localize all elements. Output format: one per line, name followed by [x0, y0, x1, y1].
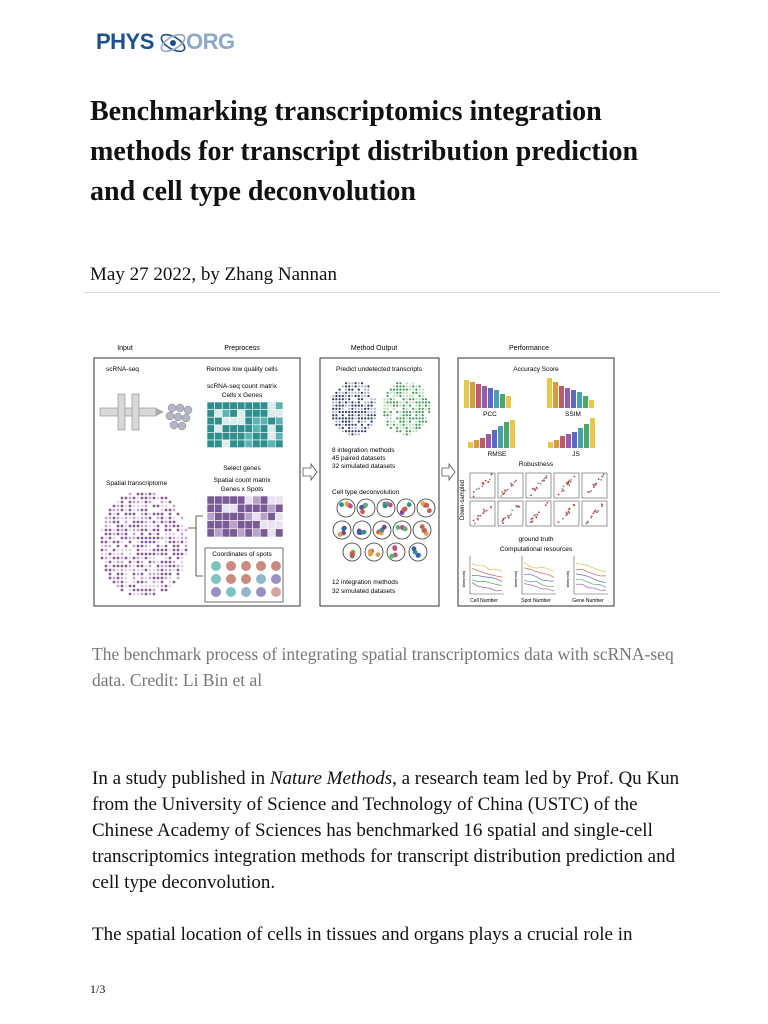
label-pcc: PCC	[483, 411, 497, 418]
transcript-prediction-dots	[332, 382, 430, 435]
panel-method-output	[320, 358, 439, 606]
label-ssim: SSIM	[565, 411, 581, 418]
label-deconv: Cell type deconvolution	[332, 489, 400, 496]
logo-text-phys: PHYS	[96, 29, 154, 54]
label-coords: Coordinates of spots	[212, 551, 272, 558]
arrow-right-icon	[303, 464, 317, 480]
cell-type-circles	[333, 499, 435, 561]
spatial-count-matrix	[207, 496, 283, 537]
journal-name: Nature Methods	[269, 768, 393, 789]
label-downsampled: Down-sampled	[460, 479, 466, 521]
label-time-1: time(min)	[461, 570, 466, 588]
page-number: 1/3	[90, 982, 106, 996]
connector-arrows	[188, 516, 203, 576]
label-accuracy: Accuracy Score	[513, 366, 559, 373]
robustness-scatter-grid	[470, 473, 607, 526]
label-compute: Computational resources	[499, 546, 573, 553]
compute-line-charts	[470, 556, 608, 594]
p1-text-post: , a research team led by Prof. Qu Kun from the University of Science and Technology of China (USTC) of the Chinese Academy of Sciences has benchmarked 16 spatial and single-cell transcriptomics integration methods for transcript distribution prediction and cell type deconvolution.	[92, 768, 680, 893]
p1-text-pre: In a study published in	[92, 768, 270, 789]
label-time-2: time(min)	[513, 570, 518, 588]
label-predict: Predict undetected transcripts	[336, 366, 422, 373]
header-preprocess: Preprocess	[224, 345, 260, 352]
body-paragraph-1	[92, 766, 692, 896]
label-select-genes: Select genes	[223, 465, 261, 472]
label-stats2-b: 32 simulated datasets	[332, 588, 396, 595]
label-stats1-b: 45 paired datasets	[332, 455, 386, 462]
header-input: Input	[117, 345, 133, 352]
article-figure	[92, 338, 617, 616]
label-ground-truth: ground truth	[518, 536, 554, 543]
logo-text-org: ORG	[186, 29, 235, 54]
label-stats1-c: 32 simulated datasets	[332, 463, 396, 470]
scrna-count-matrix	[207, 402, 283, 448]
header-performance: Performance	[508, 345, 550, 352]
body-paragraph-2: The spatial location of cells in tissues and organs plays a crucial role in	[92, 924, 633, 945]
label-matrix2-b: Genes x Spots	[220, 486, 264, 493]
microfluidic-chip-icon	[100, 394, 164, 430]
article-byline: May 27 2022, by Zhang Nannan	[90, 264, 337, 285]
label-spot-number: Spot Number	[521, 598, 551, 604]
arrow-right-icon-2	[442, 464, 455, 480]
phys-org-logo	[96, 26, 236, 60]
label-robustness: Robustness	[518, 461, 554, 468]
label-scrna: scRNA-seq	[106, 366, 139, 373]
figure-caption: The benchmark process of integrating spatial transcriptomics data with scRNA-seq data. Credit: Li Bin et al	[92, 644, 674, 690]
label-js: JS	[572, 451, 580, 458]
label-stats1-a: 8 integration methods	[332, 447, 395, 454]
label-rmse: RMSE	[487, 451, 507, 458]
label-stats2-a: 12 integration methods	[332, 579, 399, 586]
figure-diagram	[92, 338, 617, 616]
tissue-section-icon	[101, 493, 188, 596]
spot-coordinates	[211, 561, 281, 597]
cell-cluster-icon	[166, 404, 192, 430]
label-matrix2-a: Spatial count matrix	[213, 477, 271, 484]
label-gene-number: Gene Number	[572, 598, 604, 604]
atom-icon	[158, 26, 188, 60]
label-spatial: Spatial transcriptome	[106, 480, 168, 487]
divider	[84, 292, 720, 293]
header-method-output: Method Output	[350, 345, 398, 352]
article-title: Benchmarking transcriptomics integration methods for transcript distribution prediction and cell type deconvolution	[90, 96, 639, 207]
label-cell-number: Cell Number	[470, 598, 498, 604]
label-matrix1-b: Cells x Genes	[221, 392, 263, 399]
label-remove-cells: Remove low quality cells	[206, 366, 278, 373]
label-time-3: time(min)	[565, 570, 570, 588]
label-matrix1-a: scRNA-seq count matrix	[206, 383, 278, 390]
